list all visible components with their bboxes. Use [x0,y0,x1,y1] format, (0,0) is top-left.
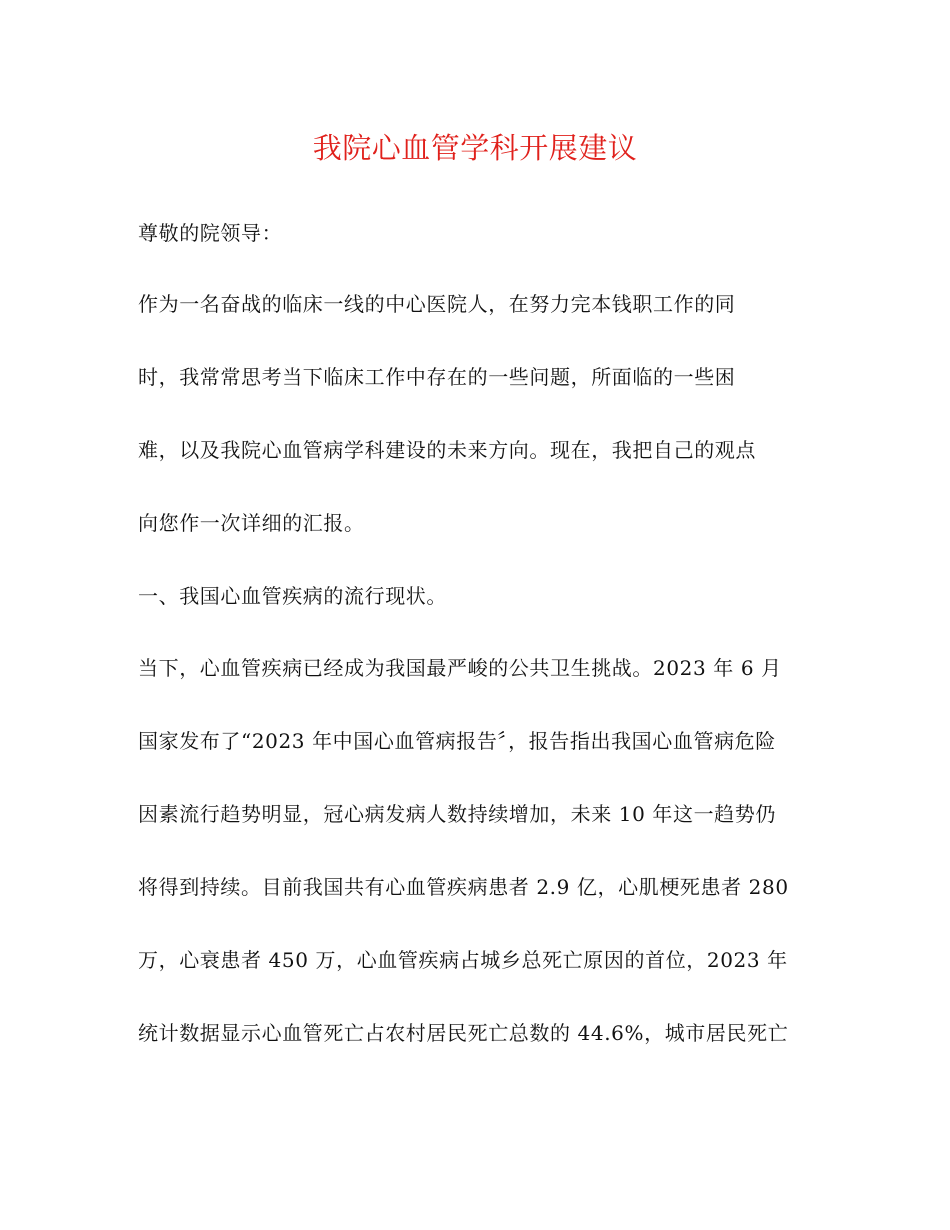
paragraph-line: 统计数据显示心血管死亡占农村居民死亡总数的 44.6%，城市居民死亡 [138,1021,789,1045]
paragraph-line: 因素流行趋势明显，冠心病发病人数持续增加，未来 10 年这一趋势仍 [138,802,776,826]
paragraph-line: 国家发布了“2023 年中国心血管病报告〞，报告指出我国心血管病危险 [138,729,776,753]
paragraph-line: 向您作一次详细的汇报。 [138,511,365,535]
paragraph-line: 作为一名奋战的临床一线的中心医院人，在努力完本钱职工作的同 [138,292,736,316]
salutation: 尊敬的院领导： [138,221,283,245]
paragraph-line: 将得到持续。目前我国共有心血管疾病患者 2.9 亿，心肌梗死患者 280 [138,875,789,899]
paragraph-line: 难，以及我院心血管病学科建设的未来方向。现在，我把自己的观点 [138,438,756,462]
section-heading: 一、我国心血管疾病的流行现状。 [138,584,447,608]
document-title: 我院心血管学科开展建议 [312,131,638,165]
paragraph-line: 当下，心血管疾病已经成为我国最严峻的公共卫生挑战。2023 年 6 月 [138,656,782,680]
paragraph-line: 时，我常常思考当下临床工作中存在的一些问题，所面临的一些困 [138,365,736,389]
paragraph-line: 万，心衰患者 450 万，心血管疾病占城乡总死亡原因的首位，2023 年 [138,948,788,972]
